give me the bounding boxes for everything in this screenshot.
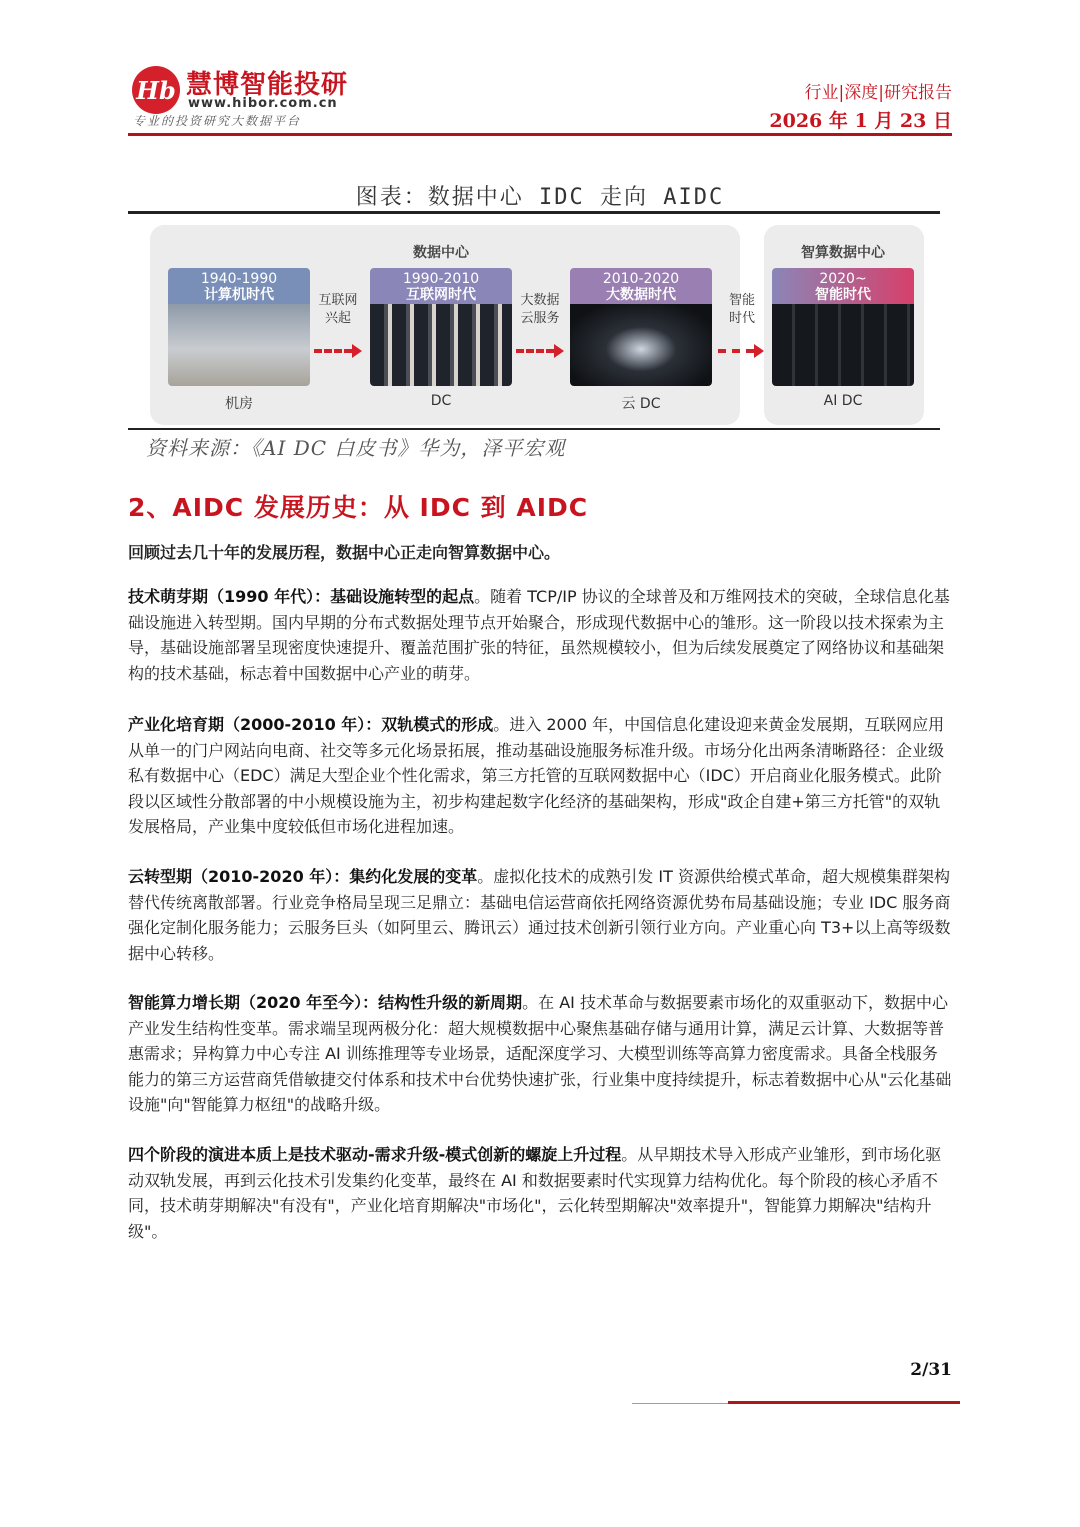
stage-label-3: 云 DC — [621, 396, 661, 412]
paragraph-body: 。进入 2000 年，中国信息化建设迎来黄金发展期，互联网应用从单一的门户网站向电商、社交等多元化场景拓展，推动基础设施服务标准升级。市场分化出两条清晰路径：企业级私有数据中心（EDC）满足大型企业个性化需求，第三方托管的互联网数据中心（IDC）开启商业化服务模式。此阶段以区域性分散部署的中小规模设施为主，初步构建起数字化经济的基础架构，形成"政企自建+第三方托管"的双轨发展格局，产业集中度较低但市场化进程加速。 — [128, 715, 945, 836]
stage-header-1 — [168, 268, 310, 304]
arrow-label-2: 大数据 云服务 — [520, 293, 560, 326]
stage-card-1 — [168, 268, 310, 386]
figure-source: 资料来源：《AI DC 白皮书》华为，泽平宏观 — [146, 436, 566, 460]
stage-era: 大数据时代 — [606, 287, 676, 303]
paragraph-lead: 技术萌芽期（1990 年代）：基础设施转型的起点 — [128, 587, 475, 606]
paragraph-lead: 云转型期（2010-2020 年）：集约化发展的变革 — [128, 867, 478, 886]
stage-era: 智能时代 — [815, 287, 871, 303]
figure-bottom-rule — [128, 428, 940, 430]
stage-era: 计算机时代 — [204, 287, 274, 303]
paragraph-2 — [128, 712, 952, 840]
page-number: 2/31 — [910, 1360, 952, 1380]
paragraph-3 — [128, 864, 952, 966]
stage-label-4: AI DC — [823, 393, 863, 409]
logo-icon: Hb — [132, 66, 180, 114]
arrow-label-3: 智能 时代 — [728, 293, 755, 326]
report-date: 2026 年 1 月 23 日 — [769, 110, 952, 132]
stage-years: 2020~ — [819, 271, 867, 287]
arrow-3 — [718, 349, 754, 353]
group-label-dc: 数据中心 — [413, 245, 469, 261]
paragraph-4 — [128, 990, 952, 1118]
paragraph-lead: 智能算力增长期（2020 年至今）：结构性升级的新周期 — [128, 993, 523, 1012]
logo-slogan: 专业的投资研究大数据平台 — [133, 114, 302, 128]
group-label-aidc: 智算数据中心 — [801, 245, 885, 261]
stage-header-2 — [370, 268, 512, 304]
arrow-1 — [314, 349, 352, 353]
paragraph-body: 。在 AI 技术革命与数据要素市场化的双重驱动下，数据中心产业发生结构性变革。需求端呈现两极分化：超大规模数据中心聚焦基础存储与通用计算，满足云计算、大数据等普惠需求；异构算力中心专注 AI 训练推理等专业场景，适配深度学习、大模型训练等高算力密度需求。具备全栈服务能力的第三方运营商凭借敏捷交付体系和技术中台优势快速扩张，行业集中度持续提升，标志着数据中心从"云化基础设施"向"智能算力枢纽"的战略升级。 — [128, 993, 952, 1114]
arrow-head-3 — [754, 344, 764, 358]
paragraph-body: 。虚拟化技术的成熟引发 IT 资源供给模式革命，超大规模集群架构替代传统离散部署。行业竞争格局呈现三足鼎立：基础电信运营商依托网络资源优势布局基础设施；专业 IDC 服务商强化定制化服务能力；云服务巨头（如阿里云、腾讯云）通过技术创新引领行业方向。产业重心向 T3+以上高等级数据中心转移。 — [128, 867, 951, 963]
logo-title: 慧博智能投研 — [186, 70, 349, 100]
stage-image-2 — [370, 304, 512, 386]
paragraph-lead: 四个阶段的演进本质上是技术驱动-需求升级-模式创新的螺旋上升过程 — [128, 1145, 622, 1164]
arrow-label-1: 互联网 兴起 — [318, 293, 358, 326]
stage-years: 1990-2010 — [402, 271, 480, 287]
stage-card-3 — [570, 268, 712, 386]
footer-rule-thin — [632, 1403, 728, 1404]
paragraph-body: 。从早期技术导入形成产业雏形，到市场化驱动双轨发展，再到云化技术引发集约化变革，最终在 AI 和数据要素时代实现算力结构优化。每个阶段的核心矛盾不同，技术萌芽期解决"有没有"，产业化培育期解决"市场化"，云化转型期解决"效率提升"，智能算力期解决"结构升级"。 — [128, 1145, 942, 1241]
arrow-head-1 — [352, 344, 362, 358]
logo-url[interactable]: www.hibor.com.cn — [188, 96, 338, 111]
stage-card-2 — [370, 268, 512, 386]
stage-image-1 — [168, 304, 310, 386]
paragraph-body: 。随着 TCP/IP 协议的全球普及和万维网技术的突破，全球信息化基础设施进入转型期。国内早期的分布式数据处理节点开始聚合，形成现代数据中心的雏形。这一阶段以技术探索为主导，基础设施部署呈现密度快速提升、覆盖范围扩张的特征，虽然规模较小，但为后续发展奠定了网络协议和基础架构的技术基础，标志着中国数据中心产业的萌芽。 — [128, 587, 950, 683]
paragraph-1 — [128, 584, 952, 686]
figure-title: 图表：数据中心 IDC 走向 AIDC — [355, 185, 725, 210]
header-divider — [128, 133, 952, 136]
arrow-head-2 — [554, 344, 564, 358]
paragraph-lead: 产业化培育期（2000-2010 年）：双轨模式的形成 — [128, 715, 494, 734]
stage-label-1: 机房 — [225, 396, 253, 412]
paragraph-5 — [128, 1142, 952, 1244]
stage-years: 1940-1990 — [200, 271, 278, 287]
section-intro: 回顾过去几十年的发展历程，数据中心正走向智算数据中心。 — [128, 543, 561, 562]
arrow-2 — [516, 349, 554, 353]
stage-image-3 — [570, 304, 712, 386]
stage-header-3 — [570, 268, 712, 304]
section-title: 2、AIDC 发展历史：从 IDC 到 AIDC — [128, 493, 589, 522]
figure-top-rule — [128, 211, 940, 214]
stage-card-4 — [772, 268, 914, 386]
stage-image-4 — [772, 304, 914, 386]
report-type: 行业|深度|研究报告 — [804, 83, 952, 103]
footer-rule-thick — [728, 1401, 960, 1404]
stage-header-4 — [772, 268, 914, 304]
stage-era: 互联网时代 — [406, 287, 476, 303]
stage-years: 2010-2020 — [602, 271, 680, 287]
stage-label-2: DC — [430, 393, 452, 409]
